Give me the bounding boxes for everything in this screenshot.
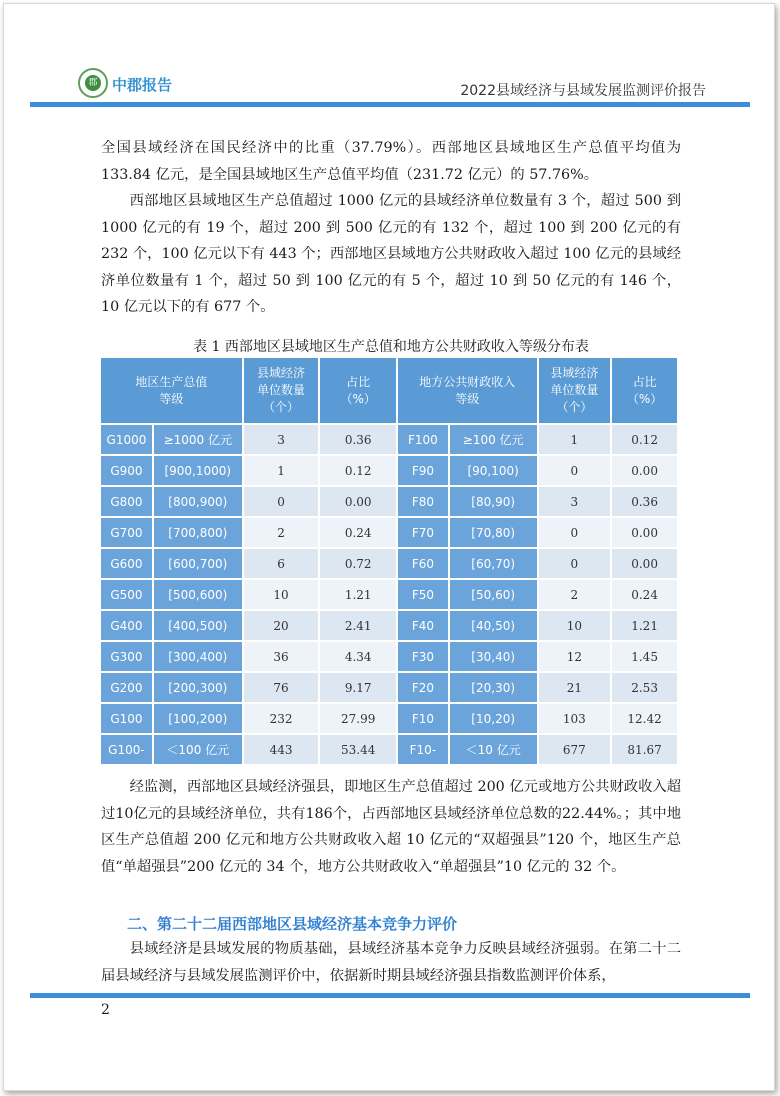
gdp-grade-code: G800 [100, 486, 153, 517]
logo-emblem: 郡 [85, 75, 101, 91]
gdp-grade-code: G700 [100, 517, 153, 548]
gdp-share: 0.12 [319, 455, 397, 486]
gdp-share: 0.72 [319, 548, 397, 579]
logo-text: 中郡报告 [112, 76, 173, 94]
gdp-share: 4.34 [319, 641, 397, 672]
fiscal-range: [70,80) [449, 517, 538, 548]
gdp-count: 232 [243, 703, 320, 734]
intro-paragraphs [101, 135, 681, 321]
fiscal-grade-code: F60 [397, 548, 449, 579]
fiscal-count: 12 [538, 641, 612, 672]
gdp-range: [100,200) [153, 703, 243, 734]
page-number: 2 [101, 1002, 110, 1018]
gdp-count: 3 [243, 424, 320, 455]
fiscal-count: 0 [538, 455, 612, 486]
fiscal-range: [10,20) [449, 703, 538, 734]
gdp-range: [600,700) [153, 548, 243, 579]
table-row [100, 486, 678, 517]
gdp-range: [200,300) [153, 672, 243, 703]
fiscal-count: 0 [538, 517, 612, 548]
logo-icon [78, 68, 108, 98]
fiscal-share: 0.00 [611, 548, 678, 579]
gdp-grade-code: G1000 [100, 424, 153, 455]
header-fiscal-grade: 地方公共财政收入 等级 [397, 357, 538, 424]
table-row [100, 517, 678, 548]
gdp-count: 1 [243, 455, 320, 486]
gdp-grade-code: G100 [100, 703, 153, 734]
fiscal-share: 0.12 [611, 424, 678, 455]
table-caption: 表 1 西部地区县域地区生产总值和地方公共财政收入等级分布表 [193, 339, 589, 355]
paragraph-3: 经监测，西部地区县域经济强县，即地区生产总值超过 200 亿元或地方公共财政收入超过10亿元的县域经济单位，共有186个，占西部地区县域经济单位总数的22.44%。；其中地区生产总值超 200 亿元和地方公共财政收入超 10 亿元的“双超强县”120 个，地区生产总值“单超强县”200 亿元的 34 个，地方公共财政收入“单超强县”10 亿元的 32 个。 [101, 779, 681, 875]
gdp-share: 0.36 [319, 424, 397, 455]
table-row [100, 548, 678, 579]
gdp-share: 53.44 [319, 734, 397, 765]
fiscal-grade-code: F30 [397, 641, 449, 672]
gdp-share: 2.41 [319, 610, 397, 641]
fiscal-share: 12.42 [611, 703, 678, 734]
gdp-share: 1.21 [319, 579, 397, 610]
header-gdp-grade: 地区生产总值 等级 [100, 357, 243, 424]
table-row [100, 579, 678, 610]
fiscal-share: 1.21 [611, 610, 678, 641]
gdp-range: [500,600) [153, 579, 243, 610]
fiscal-share: 81.67 [611, 734, 678, 765]
gdp-grade-code: G300 [100, 641, 153, 672]
gdp-grade-code: G900 [100, 455, 153, 486]
competitiveness-paragraph-block [101, 936, 681, 989]
header-gdp-share: 占比 （%） [319, 357, 397, 424]
gdp-grade-code: G200 [100, 672, 153, 703]
paragraph-4: 县域经济是县域发展的物质基础，县域经济基本竞争力反映县域经济强弱。在第二十二届县域经济与县域发展监测评价中，依据新时期县域经济强县指数监测评价体系， [101, 941, 681, 984]
gdp-range: [300,400) [153, 641, 243, 672]
header-fiscal-count: 县域经济 单位数量 （个） [538, 357, 612, 424]
gdp-count: 20 [243, 610, 320, 641]
table-row [100, 672, 678, 703]
grade-distribution-table [99, 356, 679, 766]
gdp-range: [800,900) [153, 486, 243, 517]
gdp-count: 443 [243, 734, 320, 765]
header-gdp-count: 县域经济 单位数量 （个） [243, 357, 320, 424]
gdp-range: ＜100 亿元 [153, 734, 243, 765]
fiscal-share: 0.24 [611, 579, 678, 610]
fiscal-count: 103 [538, 703, 612, 734]
fiscal-range: ≥100 亿元 [449, 424, 538, 455]
fiscal-count: 3 [538, 486, 612, 517]
fiscal-share: 0.36 [611, 486, 678, 517]
fiscal-count: 677 [538, 734, 612, 765]
fiscal-count: 2 [538, 579, 612, 610]
gdp-count: 2 [243, 517, 320, 548]
fiscal-range: ＜10 亿元 [449, 734, 538, 765]
fiscal-share: 2.53 [611, 672, 678, 703]
gdp-count: 36 [243, 641, 320, 672]
fiscal-range: [80,90) [449, 486, 538, 517]
footer-divider [30, 993, 750, 998]
gdp-count: 6 [243, 548, 320, 579]
paragraph-1: 全国县域经济在国民经济中的比重（37.79%）。西部地区县域地区生产总值平均值为 133.84 亿元，是全国县域地区生产总值平均值（231.72 亿元）的 57.76%。 [101, 140, 681, 183]
report-title: 2022县域经济与县域发展监测评价报告 [460, 83, 706, 99]
fiscal-grade-code: F20 [397, 672, 449, 703]
table-row [100, 641, 678, 672]
table-row [100, 703, 678, 734]
fiscal-range: [90,100) [449, 455, 538, 486]
gdp-share: 27.99 [319, 703, 397, 734]
fiscal-range: [60,70) [449, 548, 538, 579]
table-row [100, 424, 678, 455]
fiscal-grade-code: F90 [397, 455, 449, 486]
gdp-range: [700,800) [153, 517, 243, 548]
fiscal-share: 1.45 [611, 641, 678, 672]
fiscal-range: [30,40) [449, 641, 538, 672]
table-row [100, 455, 678, 486]
fiscal-count: 10 [538, 610, 612, 641]
fiscal-count: 21 [538, 672, 612, 703]
table-row [100, 610, 678, 641]
gdp-range: [400,500) [153, 610, 243, 641]
gdp-grade-code: G400 [100, 610, 153, 641]
fiscal-range: [20,30) [449, 672, 538, 703]
fiscal-grade-code: F50 [397, 579, 449, 610]
gdp-grade-code: G500 [100, 579, 153, 610]
fiscal-share: 0.00 [611, 455, 678, 486]
fiscal-count: 1 [538, 424, 612, 455]
gdp-count: 0 [243, 486, 320, 517]
gdp-range: [900,1000) [153, 455, 243, 486]
fiscal-grade-code: F10- [397, 734, 449, 765]
fiscal-range: [50,60) [449, 579, 538, 610]
table-row [100, 734, 678, 765]
gdp-count: 76 [243, 672, 320, 703]
fiscal-count: 0 [538, 548, 612, 579]
gdp-grade-code: G600 [100, 548, 153, 579]
gdp-share: 0.24 [319, 517, 397, 548]
fiscal-share: 0.00 [611, 517, 678, 548]
gdp-range: ≥1000 亿元 [153, 424, 243, 455]
fiscal-range: [40,50) [449, 610, 538, 641]
fiscal-grade-code: F80 [397, 486, 449, 517]
gdp-grade-code: G100- [100, 734, 153, 765]
header-divider [30, 102, 750, 107]
fiscal-grade-code: F100 [397, 424, 449, 455]
page-header [0, 0, 780, 110]
header-fiscal-share: 占比 （%） [611, 357, 678, 424]
gdp-share: 9.17 [319, 672, 397, 703]
gdp-share: 0.00 [319, 486, 397, 517]
fiscal-grade-code: F40 [397, 610, 449, 641]
paragraph-2: 西部地区县域地区生产总值超过 1000 亿元的县域经济单位数量有 3 个，超过 500 到 1000 亿元的有 19 个，超过 200 到 500 亿元的有 132 个，超过 100 到 200 亿元的有 232 个，100 亿元以下有 443 个；西部地区县域地方公共财政收入超过 100 亿元的县域经济单位数量有 1 个，超过 50 到 100 亿元的有 5 个，超过 10 到 50 亿元的有 146 个，10 亿元以下的有 677 个。 [101, 193, 681, 315]
section-heading: 二、第二十二届西部地区县域经济基本竞争力评价 [127, 915, 458, 933]
monitoring-paragraph-block [101, 774, 681, 880]
fiscal-grade-code: F70 [397, 517, 449, 548]
gdp-count: 10 [243, 579, 320, 610]
fiscal-grade-code: F10 [397, 703, 449, 734]
